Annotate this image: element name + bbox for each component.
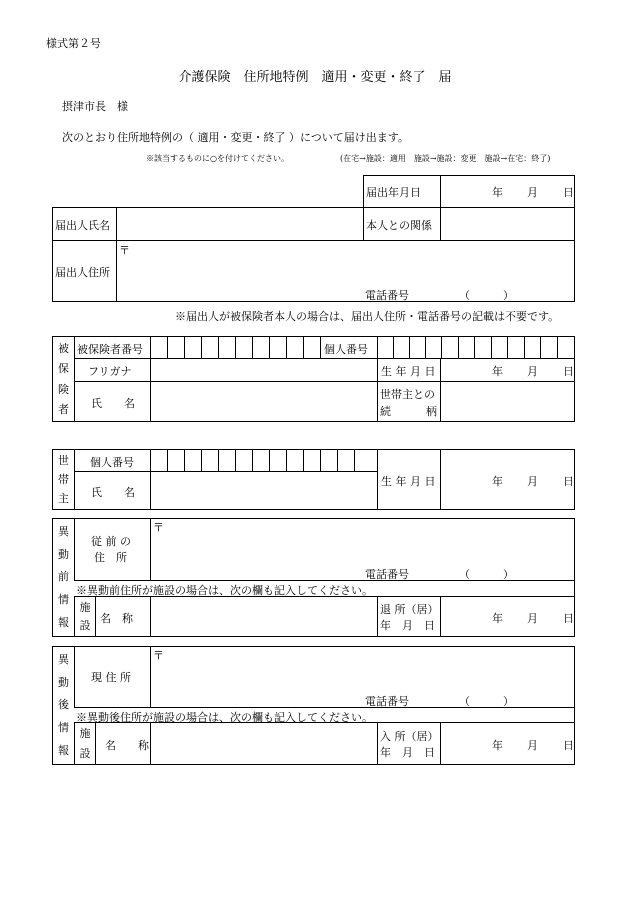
insured-side-label: 被 保 険 者 <box>58 341 69 417</box>
previous-address-label-2: 住 所 <box>94 551 127 564</box>
header-note: ※届出人が被保険者本人の場合は、届出人住所・電話番号の記載は不要です。 <box>175 310 560 323</box>
after-phone-label: 電話番号 <box>365 695 409 708</box>
after-phone-parens: （ ） <box>459 695 514 708</box>
form-number: 様式第２号 <box>46 37 101 50</box>
insured-name-label: 氏 名 <box>91 397 135 410</box>
leave-date-label-2: 年 月 日 <box>380 619 435 632</box>
after-facility-side-label: 施 設 <box>79 727 91 760</box>
before-phone-parens: （ ） <box>459 568 514 581</box>
insured-personal-number-label: 個人番号 <box>324 343 368 356</box>
phone-parens: （ ） <box>459 289 514 302</box>
after-facility-note: ※異動後住所が施設の場合は、次の欄も記入してください。 <box>76 711 373 724</box>
insured-birth-label: 生 年 月 日 <box>381 365 436 378</box>
date-year: 年 <box>492 186 503 199</box>
before-phone-label: 電話番号 <box>365 568 409 581</box>
leave-day: 日 <box>563 612 574 625</box>
before-postal-mark: 〒 <box>153 521 164 534</box>
previous-address-label-1: 従 前 の <box>91 535 131 548</box>
enter-date-label-2: 年 月 日 <box>380 746 435 759</box>
householder-birth-label: 生 年 月 日 <box>381 475 436 488</box>
date-label: 届出年月日 <box>366 186 421 199</box>
relation-label-a: 続 <box>380 405 391 418</box>
legend-note: (在宅→施設：適用 施設→施設：変更 施設→在宅：終了) <box>340 154 551 163</box>
date-month: 月 <box>527 186 538 199</box>
current-address-label: 現 住 所 <box>91 671 131 684</box>
insured-number-label: 被保険者番号 <box>77 343 143 356</box>
addressee: 摂津市長 様 <box>62 100 128 113</box>
householder-birth-month: 月 <box>527 475 538 488</box>
householder-birth-day: 日 <box>563 475 574 488</box>
insured-birth-year: 年 <box>492 365 503 378</box>
date-day: 日 <box>563 186 574 199</box>
form-title: 介護保険 住所地特例 適用・変更・終了 届 <box>178 70 452 85</box>
householder-personal-number-label: 個人番号 <box>90 456 134 469</box>
insured-birth-month: 月 <box>527 365 538 378</box>
householder-side-label: 世 帯 主 <box>58 454 69 505</box>
postal-mark: 〒 <box>119 244 130 257</box>
leave-year: 年 <box>492 612 503 625</box>
enter-month: 月 <box>527 739 538 752</box>
before-facility-name-label: 名 称 <box>100 612 133 625</box>
householder-birth-year: 年 <box>492 475 503 488</box>
enter-date-label-1: 入 所（居） <box>380 730 439 743</box>
insured-birth-day: 日 <box>563 365 574 378</box>
before-facility-side-label: 施 設 <box>79 600 91 633</box>
after-postal-mark: 〒 <box>153 649 164 662</box>
after-facility-name-label: 名 称 <box>105 739 149 752</box>
before-side-label: 異 動 前 情 報 <box>58 524 69 630</box>
intro-text: 次のとおり住所地特例の（ 適用・変更・終了 ）について届け出ます。 <box>62 131 409 144</box>
before-facility-note: ※異動前住所が施設の場合は、次の欄も記入してください。 <box>76 584 373 597</box>
leave-month: 月 <box>527 612 538 625</box>
relation-label-b: 柄 <box>426 405 437 418</box>
enter-day: 日 <box>563 739 574 752</box>
enter-year: 年 <box>492 739 503 752</box>
furigana-label: フリガナ <box>88 365 132 378</box>
after-side-label: 異 動 後 情 報 <box>58 652 69 758</box>
relation-to-householder-label: 世帯主との <box>380 388 435 401</box>
leave-date-label-1: 退 所（居） <box>380 603 439 616</box>
phone-label: 電話番号 <box>365 289 409 302</box>
applicant-address-label: 届出人住所 <box>55 266 110 279</box>
householder-name-label: 氏 名 <box>91 486 135 499</box>
applicant-name-label: 届出人氏名 <box>55 219 110 232</box>
relation-label: 本人との関係 <box>366 219 432 232</box>
circle-note: ※該当するものに○を付けてください。 <box>146 154 289 163</box>
